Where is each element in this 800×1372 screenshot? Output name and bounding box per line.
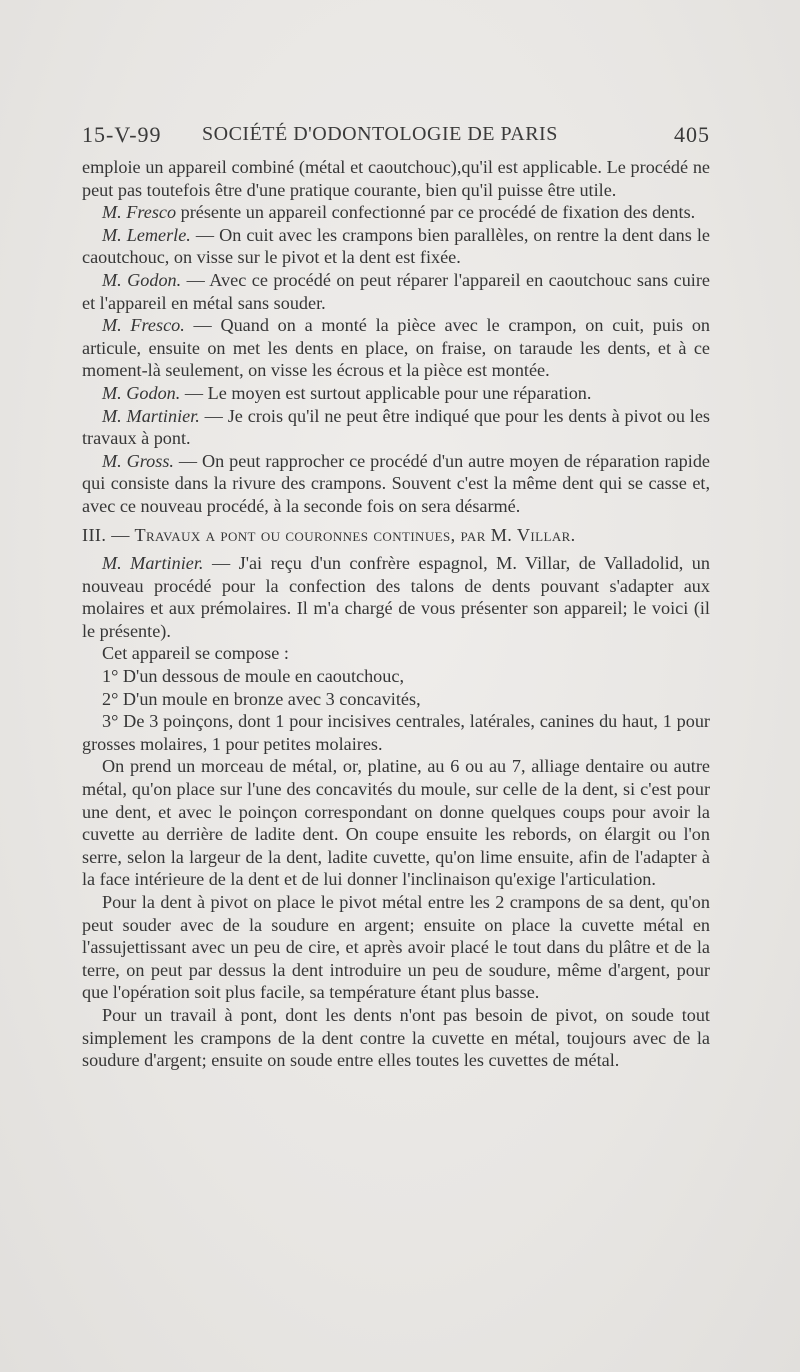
speaker-name: M. Fresco. bbox=[102, 315, 185, 336]
paragraph: On prend un morceau de métal, or, platine, au 6 ou au 7, alliage dentaire ou autre métal, qu'on place sur l'une des concavités du moule, sur celle de la dent, si c'est pour une dent, et avec le poinçon correspondant on donne quelques coups pour avoir la cuvette au derrière de ladite dent. On coupe ensuite les rebords, on élargit ou l'on serre, selon la largeur de la dent, ladite cuvette, qu'on lime ensuite, afin de l'adapter à la face intérieure de la dent et de lui donner l'inclinaison qu'exige l'articulation. bbox=[82, 756, 710, 890]
paragraph: M. Godon. — Avec ce procédé on peut réparer l'appareil en caoutchouc sans cuire et l'appareil en métal sans souder. bbox=[82, 269, 710, 313]
paragraph: M. Lemerle. — On cuit avec les crampons bien parallèles, on rentre la dent dans le caoutchouc, on visse sur le pivot et la dent est fixée. bbox=[82, 224, 710, 268]
speaker-name: M. Martinier. bbox=[102, 553, 204, 574]
speaker-name: M. Gross. bbox=[102, 450, 174, 471]
speaker-name: M. Martinier. bbox=[102, 405, 200, 426]
paragraph: Cet appareil se compose : bbox=[102, 643, 289, 664]
speaker-name: M. Lemerle. bbox=[102, 224, 191, 245]
paragraph: M. Martinier. — Je crois qu'il ne peut être indiqué que pour les dents à pivot ou les travaux à pont. bbox=[82, 405, 711, 449]
paragraph: Pour un travail à pont, dont les dents n'ont pas besoin de pivot, on soude tout simplement les crampons de la dent contre la cuvette en métal, toujours avec de la soudure d'argent; ensuite on soude entre elles toutes les cuvettes de métal. bbox=[82, 1004, 710, 1071]
paragraph: emploie un appareil combiné (métal et caoutchouc),qu'il est applicable. Le procédé ne peut pas toutefois être d'une pratique courante, bien qu'il puisse être utile. bbox=[82, 157, 710, 200]
paragraph: M. Fresco. — Quand on a monté la pièce avec le crampon, on cuit, puis on articule, ensuite on met les dents en place, on fraise, on taraude les dents, et à ce moment-là seulement, on visse les écrous et la pièce est montée. bbox=[82, 315, 711, 381]
list-item: 2° D'un moule en bronze avec 3 concavités, bbox=[102, 688, 421, 709]
speaker-name: M. Godon. bbox=[102, 382, 181, 403]
section-heading: III. — Travaux a pont ou couronnes continues, par M. Villar. bbox=[82, 524, 576, 545]
speaker-name: M. Fresco bbox=[102, 202, 177, 223]
body-text bbox=[82, 156, 710, 1072]
paragraph: M. Godon. — Le moyen est surtout applicable pour une réparation. bbox=[102, 382, 592, 403]
paragraph: M. Gross. — On peut rapprocher ce procédé d'un autre moyen de réparation rapide qui consiste dans la rivure des crampons. Souvent c'est la même dent qui se casse et, avec ce nouveau procédé, à la seconde fois on sera désarmé. bbox=[82, 450, 710, 516]
paragraph: M. Martinier. — J'ai reçu d'un confrère espagnol, M. Villar, de Valladolid, un nouveau procédé pour la confection des talons de dents pouvant s'adapter aux molaires et aux prémolaires. Il m'a chargé de vous présenter son appareil; le voici (il le présente). bbox=[82, 553, 710, 641]
paragraph: M. Fresco présente un appareil confectionné par ce procédé de fixation des dents. bbox=[102, 202, 696, 223]
list-item: 1° D'un dessous de moule en caoutchouc, bbox=[102, 666, 404, 687]
paragraph: Pour la dent à pivot on place le pivot métal entre les 2 crampons de sa dent, qu'on peut souder avec de la soudure en argent; ensuite on place la cuvette métal en l'assujettissant avec un peu de cire, et après avoir placé le tout dans du plâtre et de la terre, on peut par dessus la dent introduire un peu de soudure, même d'argent, pour que l'opération soit plus facile, sa température étant plus basse. bbox=[82, 892, 710, 1003]
header-title: SOCIÉTÉ D'ODONTOLOGIE DE PARIS bbox=[202, 123, 558, 145]
page-header bbox=[82, 122, 710, 152]
speaker-name: M. Godon. bbox=[102, 269, 182, 290]
header-date: 15-V-99 bbox=[82, 122, 162, 147]
list-item: 3° De 3 poinçons, dont 1 pour incisives centrales, latérales, canines du haut, 1 pour grosses molaires, 1 pour petites molaires. bbox=[82, 711, 710, 754]
page-number: 405 bbox=[674, 122, 710, 147]
